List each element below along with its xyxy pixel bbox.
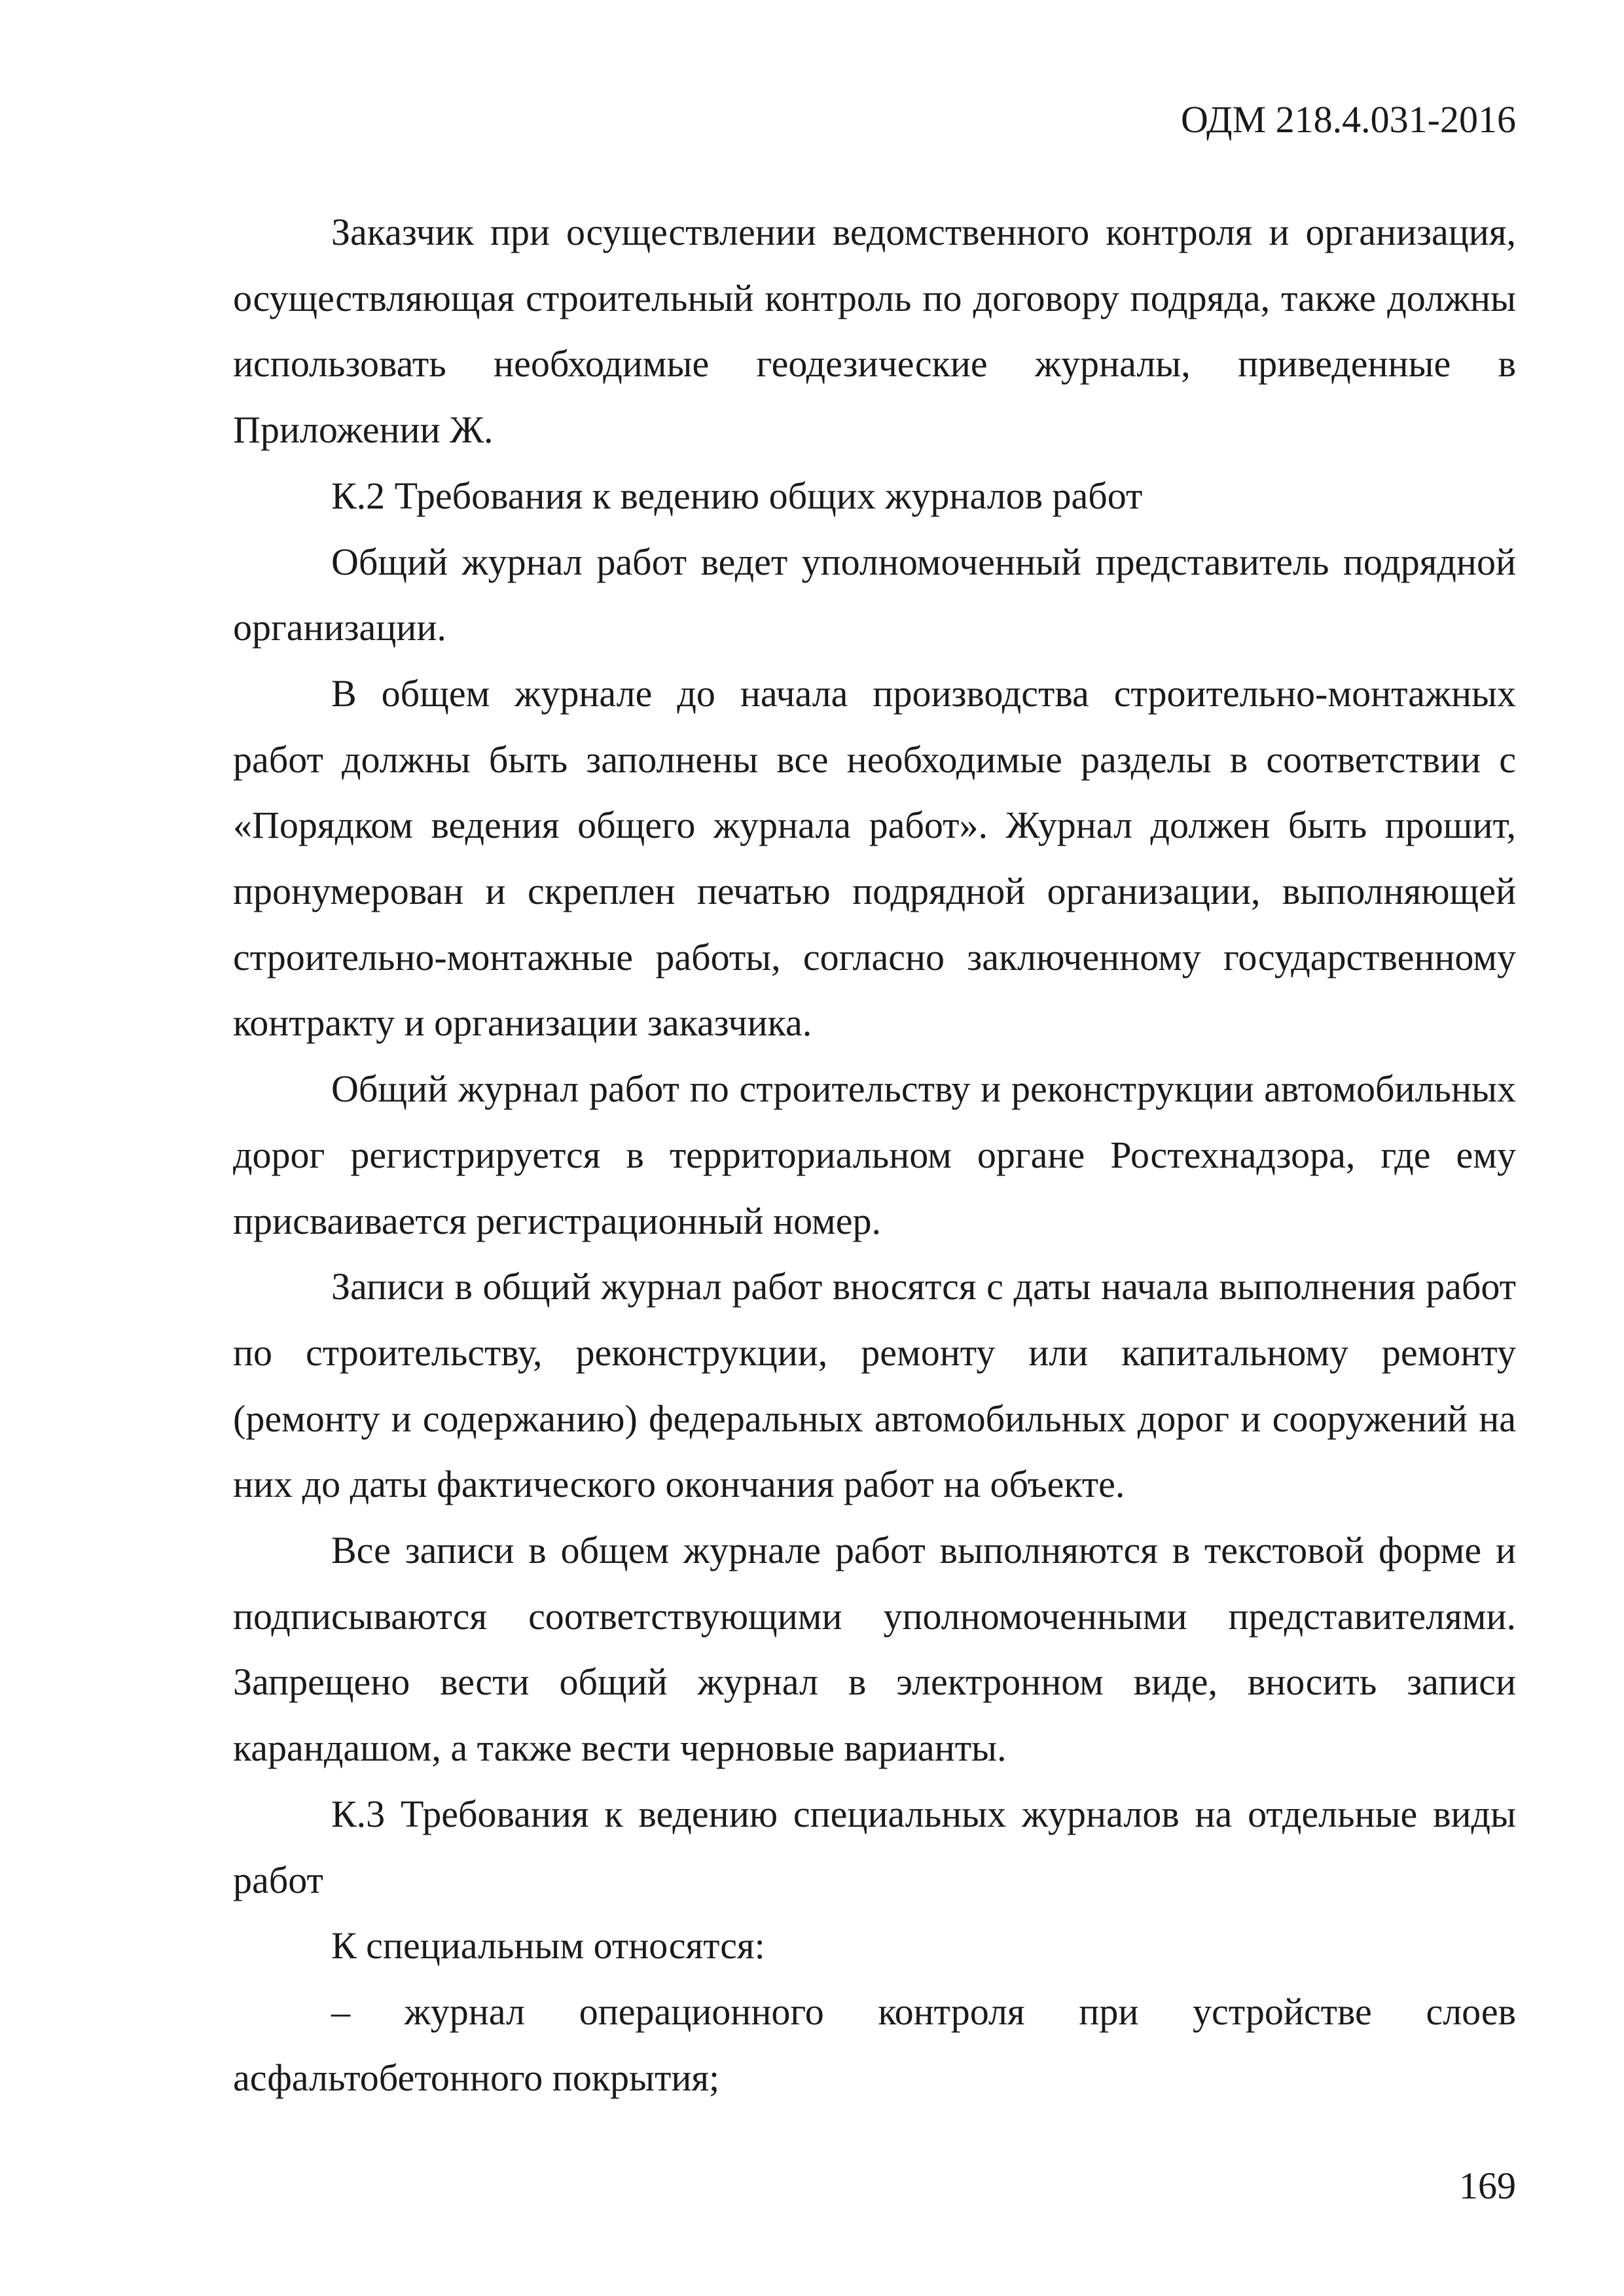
document-code: ОДМ 218.4.031-2016	[1181, 98, 1516, 141]
paragraph-journal-keeper: Общий журнал работ ведет уполномоченный представитель подрядной организации.	[233, 540, 1516, 649]
paragraph-journal-entries: Записи в общий журнал работ вносятся с даты начала выполнения работ по строительству, реконструкции, ремонту или капитальному ремонту (ремонту и содержанию) федеральных автомобильных дорог и сооружений на них до даты фактического окончания работ на объекте.	[233, 1265, 1516, 1506]
paragraph-journal-sections: В общем журнале до начала производства строительно-монтажных работ должны быть заполнены все необходимые разделы в соответствии с «Порядком ведения общего журнала работ». Журнал должен быть прошит, пронумерован и скреплен печатью подрядной организации, выполняющей строительно-монтажные работы, согласно заключенному государственному контракту и организации заказчика.	[233, 672, 1516, 1045]
paragraph-special-intro: К специальным относятся:	[331, 1924, 765, 1967]
paragraph-customer-control: Заказчик при осуществлении ведомственного контроля и организация, осуществляющая строительный контроль по договору подряда, также должны использовать необходимые геодезические журналы, приведенные в Приложении Ж.	[233, 211, 1516, 452]
section-heading-k2: К.2 Требования к ведению общих журналов работ	[331, 474, 1143, 517]
paragraph-entries-format: Все записи в общем журнале работ выполняются в текстовой форме и подписываются соответствующими уполномоченными представителями. Запрещено вести общий журнал в электронном виде, вносить записи карандашом, а также вести черновые варианты.	[233, 1529, 1516, 1770]
list-item-asphalt-journal: – журнал операционного контроля при устройстве слоев асфальтобетонного покрытия;	[233, 1990, 1516, 2099]
paragraph-journal-registration: Общий журнал работ по строительству и реконструкции автомобильных дорог регистрируется в территориальном органе Ростехнадзора, где ему присваивается регистрационный номер.	[233, 1067, 1516, 1242]
page-number: 169	[1459, 2164, 1516, 2207]
section-heading-k3: К.3 Требования к ведению специальных журналов на отдельные виды работ	[233, 1792, 1516, 1901]
page-body	[233, 200, 1516, 2111]
